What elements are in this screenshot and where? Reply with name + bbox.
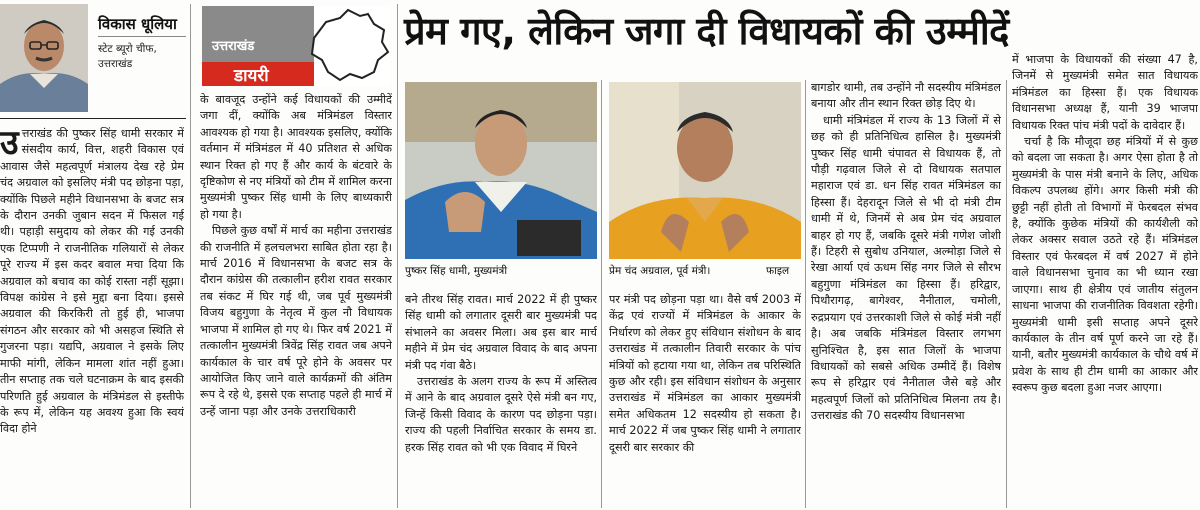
author-photo [0,4,88,112]
col5-paragraph-2: धामी मंत्रिमंडल में राज्य के 13 जिलों में से छह को ही प्रतिनिधित्व हासिल है। मुख्यमंत्री पुष्कर सिंह धामी चंपावत से विधायक हैं, तो पौड़ी गढ़वाल जिले से दो विधायक सतपाल महाराज एवं डा. धन सिंह रावत मंत्रिमंडल का हिस्सा हैं। देहरादून जिले से भी दो मंत्री टीम धामी में थे, जिनमें से अब प्रेम चंद अग्रवाल बाहर हो गए हैं, जबकि दूसरे मंत्री गणेश जोशी हैं। टिहरी से सुबोध उनियाल, अल्मोड़ा जिले से रेखा आर्या एवं ऊधम सिंह नगर जिले से सौरभ बहुगुणा मंत्रिमंडल का हिस्सा हैं। हरिद्वार, पिथौरागढ़, बागेश्वर, नैनीताल, चमोली, रुद्रप्रयाग एवं उत्तरकाशी जिले से कोई मंत्री नहीं है। अब जबकि मंत्रिमंडल विस्तार लगभग सुनिश्चित है, इस सात जिलों के भाजपा विधायकों को सबसे अधिक उम्मीदें हैं। विशेष रूप से हरिद्वार एवं नैनीताल जैसे बड़े और महत्वपूर्ण जिलों को प्रतिनिधित्व मिलना तय है। उत्तराखंड की 70 सदस्यीय विधानसभा [811,113,1001,423]
photo-agrawal [609,82,801,259]
photo-agrawal-caption: प्रेम चंद अग्रवाल, पूर्व मंत्री। [609,265,711,277]
logo-title-text: डायरी [234,66,269,86]
article-column-6 [1012,52,1198,508]
col1-paragraph-1: त्तराखंड की पुष्कर सिंह धामी सरकार में संसदीय कार्य, वित्त, शहरी विकास एवं आवास जैसे महत्वपूर्ण मंत्रालय देख रहे प्रेम चंद अग्रवाल को इसलिए मंत्री पद छोड़ना पड़ा, क्योंकि पिछले महीने विधानसभा के बजट सत्र के दौरान उनकी जुबान सदन में फिसल गई थी। पहाड़ी समुदाय को लेकर की गई उनकी एक टिप्पणी ने राजनीतिक गलियारों से लेकर पूरे राज्य में इस कदर बवाल मचा दिया कि अग्रवाल को बचाव का कोई रास्ता नहीं सूझा। विपक्ष कांग्रेस ने इसे मुद्दा बना दिया। इससे अग्रवाल की किरकिरी तो हुई ही, भाजपा संगठन और सरकार को भी असहज स्थिति से गुजरना पड़ा। यद्यपि, अग्रवाल ने इसके लिए माफी मांगी, लेकिन मामला शांत नहीं हुआ। तीन सप्ताह तक चले घटनाक्रम के बाद इसकी परिणति हुई अग्रवाल के मंत्रिमंडल से इस्तीफे के रूप में, लेकिन यह अवश्य हुआ कि स्वयं विदा होने [0,127,184,436]
photo-agrawal-credit: फाइल [766,265,790,277]
column-divider-1 [190,4,191,508]
col3-paragraph-1: बने तीरथ सिंह रावत। मार्च 2022 में ही पुष्कर सिंह धामी को लगातार दूसरी बार मुख्यमंत्री पद संभालने का अवसर मिला। अब इस बार मार्च महीने में प्रेम चंद अग्रवाल विवाद के बाद अपना मंत्री पद गंवा बैठे। [405,293,597,372]
uttarakhand-map-icon [304,8,390,84]
photo-dhami-caption: पुष्कर सिंह धामी, मुख्यमंत्री [405,265,508,277]
dropcap: उ [0,126,19,163]
column-divider-2 [397,4,398,508]
photo-dhami [405,82,597,259]
column-divider-5 [1006,80,1007,508]
author-bottom-rule [0,118,186,119]
col2-paragraph-2: पिछले कुछ वर्षों में मार्च का महीना उत्तराखंड की राजनीति में हलचलभरा साबित होता रहा है। मार्च 2016 में विधानसभा के बजट सत्र के दौरान कांग्रेस की तत्कालीन हरीश रावत सरकार तब संकट में घिर गई थी, जब पूर्व मुख्यमंत्री विजय बहुगुणा के नेतृत्व में कुल नौ विधायक भाजपा में शामिल हो गए थे। फिर वर्ष 2021 में तत्कालीन मुख्यमंत्री त्रिवेंद्र सिंह रावत जब अपने कार्यकाल के चार वर्ष पूरे होने के अवसर पर आयोजित किए जाने वाले कार्यक्रमों की अंतिम रूप दे रहे थे, इससे एक सप्ताह पहले ही मार्च में उन्हें जाना पड़ा और उनके उत्तराधिकारी [200,224,392,418]
col3-paragraph-2: उत्तराखंड के अलग राज्य के रूप में अस्तित्व में आने के बाद अग्रवाल दूसरे ऐसे मंत्री बन गए, जिन्हें किसी विवाद के कारण पद छोड़ना पड़ा। राज्य की पहली निर्वाचित सरकार के समय डा. हरक सिंह रावत को भी एक विवाद में घिरने [405,375,597,454]
column-divider-3 [601,80,602,508]
article-column-5 [811,80,1001,508]
col6-paragraph-2: चर्चा है कि मौजूदा छह मंत्रियों में से कुछ को बदला जा सकता है। अगर ऐसा होता है तो मुख्यमंत्री के पास मंत्री बनाने के लिए, अधिक विकल्प उपलब्ध होंगे। अगर किसी मंत्री की छुट्टी नहीं होती तो विभागों में फेरबदल संभव है, क्योंकि कुछेक मंत्रियों की कार्यशैली को लेकर अक्सर सवाल उठते रहे हैं। मंत्रिमंडल विस्तार एवं फेरबदल में वर्ष 2027 में होने वाले विधानसभा चुनाव का भी ध्यान रखा जाएगा। साथ ही क्षेत्रीय एवं जातीय संतुलन साधना भाजपा की राजनीतिक विवशता रहेगी। मुख्यमंत्री धामी इसी सप्ताह अपने दूसरे कार्यकाल के तीन वर्ष पूर्ण करने जा रहे हैं। यानी, बतौर मुख्यमंत्री कार्यकाल के चौथे वर्ष में प्रवेश के साथ ही टीम धामी का आकार और स्वरूप कुछ बदला हुआ नजर आएगा। [1012,135,1198,395]
col6-paragraph-1: में भाजपा के विधायकों की संख्या 47 है, जिनमें से मुख्यमंत्री समेत सात विधायक मंत्रिमंडल का हिस्सा हैं। एक विधायक विधानसभा अध्यक्ष हैं, यानी 39 भाजपा विधायक रिक्त पांच मंत्री पदों के दावेदार हैं। [1012,53,1198,132]
headline: प्रेम गए, लेकिन जगा दी विधायकों की उम्मीदें [404,9,1009,53]
author-name: विकास धूलिया [98,15,177,33]
article-column-4 [609,292,801,508]
column-divider-4 [805,80,806,508]
col2-paragraph-1: के बावजूद उन्होंने कई विधायकों की उम्मीदें जगा दीं, क्योंकि अब मंत्रिमंडल विस्तार आवश्यक हो गया है। आवश्यक इसलिए, क्योंकि वर्तमान में मंत्रिमंडल में 40 प्रतिशत से अधिक स्थान रिक्त हो गए हैं और कार्य के बंटवारे के दृष्टिकोण से नए मंत्रियों को टीम में शामिल करना मुख्यमंत्री पुष्कर सिंह धामी के लिए बाध्यकारी हो गया है। [200,93,392,221]
article-column-3 [405,292,597,508]
logo-state-text: उत्तराखंड [212,39,255,54]
author-designation: स्टेट ब्यूरो चीफ, [98,43,157,55]
author-location: उत्तराखंड [98,58,133,70]
article-column-1 [0,126,184,508]
article-column-2 [200,92,392,508]
col5-paragraph-1: बागडोर थामी, तब उन्होंने नौ सदस्यीय मंत्रिमंडल बनाया और तीन स्थान रिक्त छोड़ दिए थे। [811,81,1001,111]
author-name-rule [98,36,186,37]
column-logo [202,6,390,86]
col4-paragraph-1: पर मंत्री पद छोड़ना पड़ा था। वैसे वर्ष 2003 में केंद्र एवं राज्यों में मंत्रिमंडल के आकार के निर्धारण को लेकर हुए संविधान संशोधन के बाद उत्तराखंड में तत्कालीन तिवारी सरकार के पांच मंत्रियों को हटाया गया था, लेकिन तब परिस्थिति कुछ और रही। इस संविधान संशोधन के अनुसार उत्तराखंड में मंत्रिमंडल का आकार मुख्यमंत्री समेत अधिकतम 12 सदस्यीय हो सकता है। मार्च 2022 में जब पुष्कर सिंह धामी ने लगातार दूसरी बार सरकार की [609,293,801,454]
